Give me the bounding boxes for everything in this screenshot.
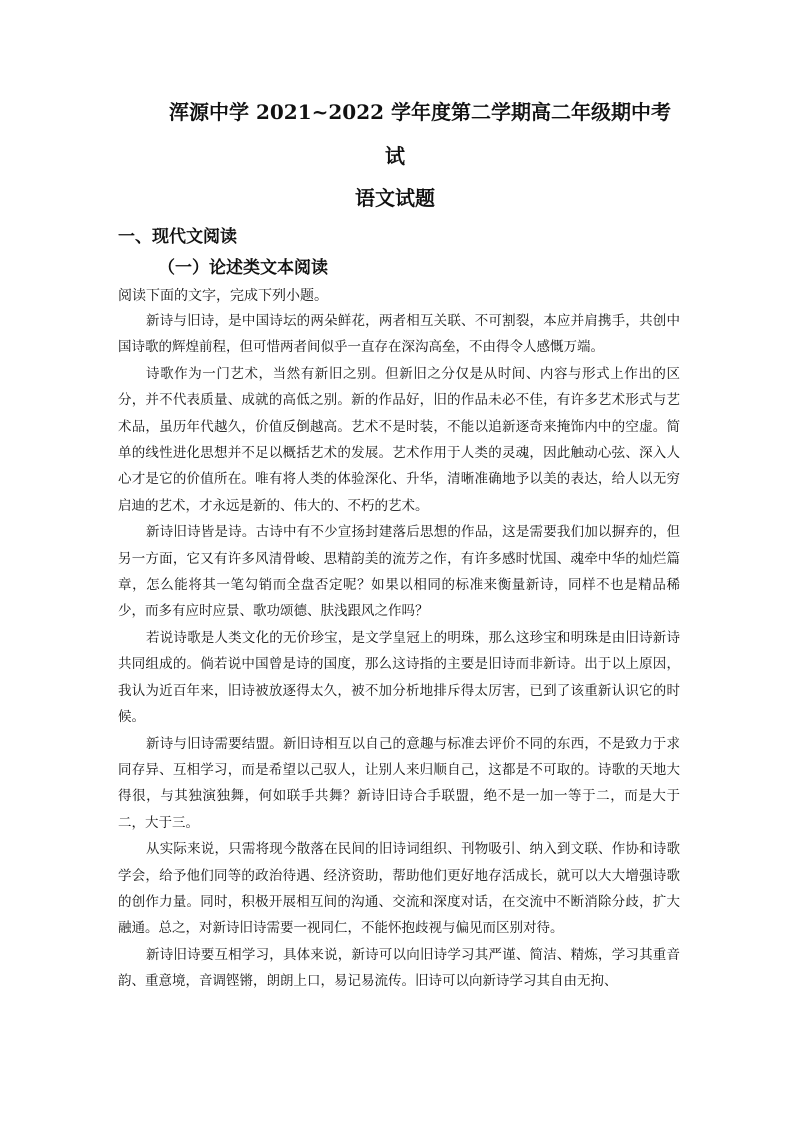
passage-paragraph: 若说诗歌是人类文化的无价珍宝，是文学皇冠上的明珠，那么这珍宝和明珠是由旧诗新诗共同组成的。倘若说中国曾是诗的国度，那么这诗指的主要是旧诗而非新诗。出于以上原因，我认为近百年来，旧诗被放逐得太久，被不加分析地排斥得太厉害，已到了该重新认识它的时候。 [118,629,680,726]
exam-title-line-2: 试 [385,144,405,168]
exam-title-line-1: 浑源中学 2021~2022 学年度第二学期高二年级期中考 [168,100,671,124]
passage-paragraph: 诗歌作为一门艺术，当然有新旧之别。但新旧之分仅是从时间、内容与形式上作出的区分，并不代表质量、成就的高低之别。新的作品好，旧的作品未必不佳，有许多艺术形式与艺术品，虽历年代越久，价值反倒越高。艺术不是时装，不能以追新逐奇来掩饰内中的空虚。简单的线性进化思想并不足以概括艺术的发展。艺术作用于人类的灵魂，因此触动心弦、深入人心才是它的价值所在。唯有将人类的体验深化、升华，清晰准确地予以美的表达，给人以无穷启迪的艺术，才永远是新的、伟大的、不朽的艺术。 [118,365,680,514]
passage-paragraph: 新诗旧诗皆是诗。古诗中有不少宣扬封建落后思想的作品，这是需要我们加以摒弃的，但另一方面，它又有许多风清骨峻、思精韵美的流芳之作，有许多感时忧国、魂牵中华的灿烂篇章，怎么能将其一笔勾销而全盘否定呢？如果以相同的标准来衡量新诗，同样不也是精品稀少，而多有应时应景、歌功颂德、肤浅跟风之作吗？ [118,524,680,620]
passage-paragraph: 新诗与旧诗需要结盟。新旧诗相互以自己的意趣与标准去评价不同的东西，不是致力于求同存异、互相学习，而是希望以己驭人，让别人来归顺自己，这都是不可取的。诗歌的天地大得很，与其独演独舞，何如联手共舞？新诗旧诗合手联盟，绝不是一加一等于二，而是大于二，大于三。 [118,735,680,831]
exam-subject-title: 语文试题 [355,186,435,210]
section-heading: 一、现代文阅读 [118,227,237,247]
subsection-heading: （一）论述类文本阅读 [158,258,328,278]
passage-paragraph: 新诗与旧诗，是中国诗坛的两朵鲜花，两者相互关联、不可割裂，本应并肩携手，共创中国诗歌的辉煌前程，但可惜两者间似乎一直存在深沟高垒，不由得令人感慨万端。 [118,313,680,356]
passage-paragraph: 新诗旧诗要互相学习，具体来说，新诗可以向旧诗学习其严谨、简洁、精炼，学习其重音韵、重意境，音调铿锵，朗朗上口，易记易流传。旧诗可以向新诗学习其自由无拘、 [118,946,680,990]
reading-passage [118,308,680,995]
reading-instruction: 阅读下面的文字，完成下列小题。 [118,288,328,304]
passage-paragraph: 从实际来说，只需将现今散落在民间的旧诗词组织、刊物吸引、纳入到文联、作协和诗歌学会，给予他们同等的政治待遇、经济资助，帮助他们更好地存活成长，就可以大大增强诗歌的创作力量。同时，积极开展相互间的沟通、交流和深度对话，在交流中不断消除分歧，扩大融通。总之，对新诗旧诗需要一视同仁，不能怀抱歧视与偏见而区别对待。 [118,841,680,937]
